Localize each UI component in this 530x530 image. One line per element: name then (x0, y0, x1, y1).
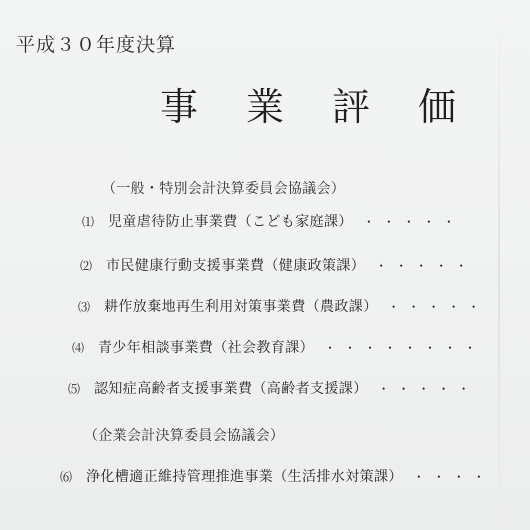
fiscal-year-heading: 平成３０年度決算 (16, 34, 177, 56)
item-title: 耕作放棄地再生利用対策事業費（農政課） (104, 299, 378, 315)
item-title: 認知症高齢者支援事業費（高齢者支援課） (94, 381, 368, 397)
document-title (160, 85, 530, 129)
item-title: 児童虐待防止事業費（こども家庭課） (108, 214, 353, 230)
leader-dots: ・・・・・ (362, 215, 463, 229)
item-title: 青少年相談事業費（社会教育課） (98, 340, 314, 356)
leader-dots: ・・・・・・・・ (324, 341, 485, 355)
toc-item (78, 296, 530, 316)
title-char: 業 (246, 85, 285, 129)
title-char: 評 (332, 85, 371, 129)
item-number: ⑸ (68, 382, 81, 396)
title-char: 価 (418, 85, 457, 129)
toc-item (68, 378, 530, 398)
section-heading-general-special: （一般・特別会計決算委員会協議会） (102, 181, 346, 197)
leader-dots: ・・・・・ (387, 300, 488, 314)
item-number: ⑴ (82, 215, 95, 229)
leader-dots: ・・・・・ (375, 259, 476, 273)
item-number: ⑵ (80, 259, 93, 273)
toc-item (60, 466, 530, 486)
item-number: ⑹ (60, 470, 73, 484)
toc-item (80, 255, 530, 275)
item-number: ⑶ (78, 300, 91, 314)
section-heading-enterprise: （企業会計決算委員会協議会） (84, 428, 285, 444)
item-number: ⑷ (72, 341, 85, 355)
leader-dots: ・・・・・ (377, 382, 478, 396)
item-title: 市民健康行動支援事業費（健康政策課） (106, 258, 366, 274)
title-char: 事 (160, 85, 199, 129)
leader-dots: ・・・・ (412, 470, 493, 484)
toc-item (82, 211, 530, 231)
toc-item (72, 337, 530, 357)
item-title: 浄化槽適正維持管理推進事業（生活排水対策課） (86, 469, 403, 485)
